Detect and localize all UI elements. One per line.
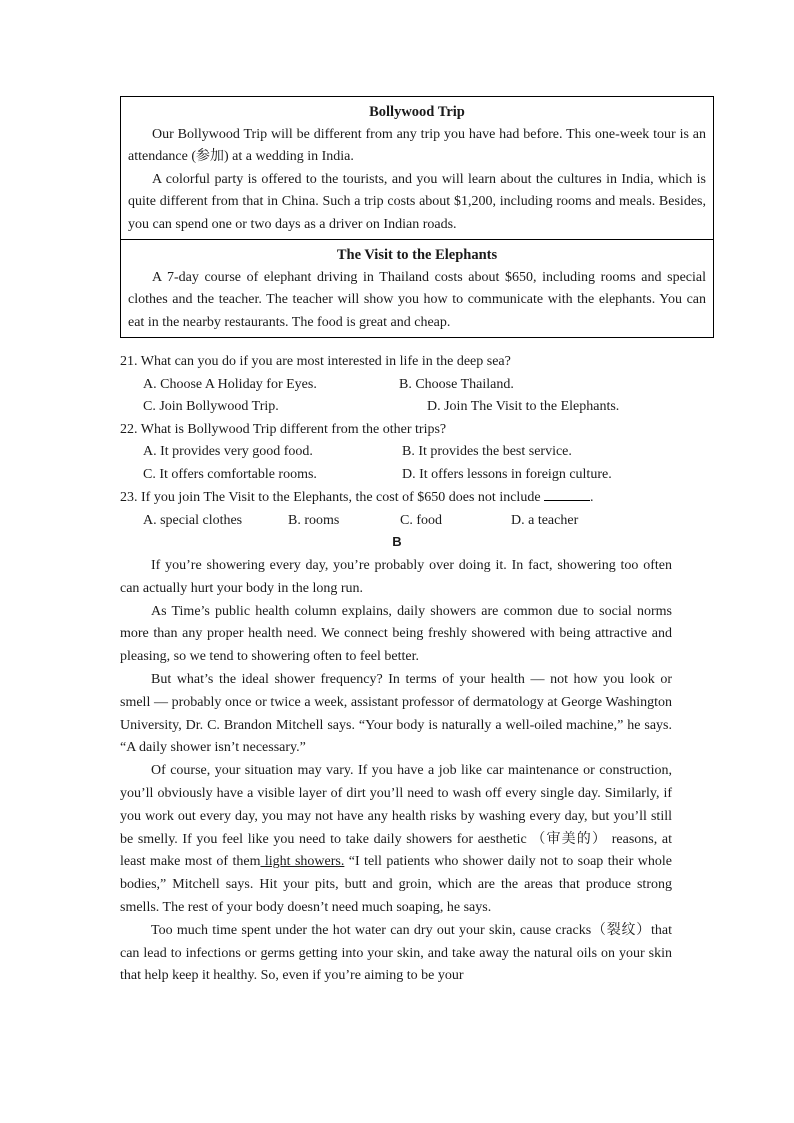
question-23-option-a[interactable]: A. special clothes	[143, 512, 243, 528]
question-23-stem: 23. If you join The Visit to the Elephants, the cost of $650 does not include	[120, 490, 541, 505]
question-23-stem-end: .	[590, 490, 594, 505]
question-22-stem: 22. What is Bollywood Trip different from the other trips?	[120, 421, 447, 437]
question-22-option-a[interactable]: A. It provides very good food.	[143, 444, 313, 459]
question-21-option-c[interactable]: C. Join Bollywood Trip.	[143, 399, 279, 414]
bollywood-trip-cell	[121, 97, 713, 239]
question-23-option-b[interactable]: B. rooms	[288, 512, 340, 528]
reading-table	[120, 96, 714, 338]
question-22-options-row-1	[143, 441, 703, 464]
passage-b-paragraph-3: But what’s the ideal shower frequency? In terms of your health — not how you look or smell — probably once or twice a week, assistant professor of dermatology at George Washington University, Dr. C. Brandon Mitchell says. “Your body is naturally a well-oiled machine,” he says. “A daily shower isn’t necessary.”	[120, 671, 672, 756]
elephant-visit-paragraph: A 7-day course of elephant driving in Thailand costs about $650, including rooms and special clothes and the teacher. The teacher will show you how to communicate with the elephants. You can eat in the nearby restaurants. The food is great and cheap.	[128, 269, 706, 330]
passage-b-paragraph-2: As Time’s public health column explains, daily showers are common due to social norms more than any proper health need. We connect being freshly showered with being attractive and pleasing, so we tend to showering often to feel better.	[120, 603, 672, 665]
passage-b-paragraph-4	[120, 760, 672, 920]
question-21-option-b[interactable]: B. Choose Thailand.	[399, 376, 514, 392]
passage-b-paragraph-1: If you’re showering every day, you’re probably over doing it. In fact, showering too often can actually hurt your body in the long run.	[120, 558, 672, 596]
question-23-stem-line	[120, 486, 680, 510]
underlined-phrase-light-showers: light showers.	[260, 854, 345, 870]
question-list	[120, 351, 703, 532]
question-21-options-row-1	[143, 374, 703, 397]
question-23-options-row	[143, 510, 703, 533]
question-21-options-row-2	[143, 396, 703, 419]
question-22-option-d[interactable]: D. It offers lessons in foreign culture.	[402, 466, 612, 482]
question-22-option-b[interactable]: B. It provides the best service.	[402, 444, 572, 459]
section-b-heading: B	[392, 534, 402, 549]
question-21-option-d[interactable]: D. Join The Visit to the Elephants.	[427, 399, 620, 414]
passage-b	[120, 555, 672, 988]
paragraph-4-text-a: Of course, your situation may vary. If you have a job like car maintenance or construction, you’ll obviously have a visible layer of dirt you’ll need to wash off every single day. Similarly, if you work out every day, you may not have any health risks by washing every day, but you’ll still be smelly. If you feel like you need to take daily showers for aesthetic （审美的） reasons, at least make most of them	[120, 763, 672, 870]
elephant-visit-cell	[121, 239, 713, 337]
question-21-stem: 21. What can you do if you are most interested in life in the deep sea?	[120, 354, 511, 369]
question-21-option-a[interactable]: A. Choose A Holiday for Eyes.	[143, 376, 317, 392]
question-22-option-c[interactable]: C. It offers comfortable rooms.	[143, 466, 317, 482]
question-23-option-c[interactable]: C. food	[400, 512, 442, 528]
question-22-options-row-2	[143, 464, 703, 487]
question-23-option-d[interactable]: D. a teacher	[511, 512, 579, 528]
paragraph-4-text-b: “I tell patients who shower daily not to soap their whole bodies,” Mitchell says. Hit your pits, butt and groin, which are the areas that produce strong smells. The rest of your body doesn’t need much soaping, he says.	[120, 854, 672, 915]
bollywood-trip-paragraph-1: Our Bollywood Trip will be different from any trip you have had before. This one-week tour is an attendance (参加) at a wedding in India.	[128, 126, 706, 164]
elephant-visit-title: The Visit to the Elephants	[336, 247, 498, 263]
answer-blank	[544, 486, 590, 501]
bollywood-trip-paragraph-2: A colorful party is offered to the tourists, and you will learn about the cultures in India, which is quite different from that in China. Such a trip costs about $1,200, including rooms and meals. Besides, you can spend one or two days as a driver on Indian roads.	[128, 171, 706, 232]
bollywood-trip-title: Bollywood Trip	[369, 104, 465, 120]
passage-b-paragraph-5: Too much time spent under the hot water can dry out your skin, cause cracks（裂纹）that can lead to infections or germs getting into your skin, and take away the natural oils on your skin that help keep it healthy. So, even if you’re aiming to be your	[120, 922, 672, 984]
